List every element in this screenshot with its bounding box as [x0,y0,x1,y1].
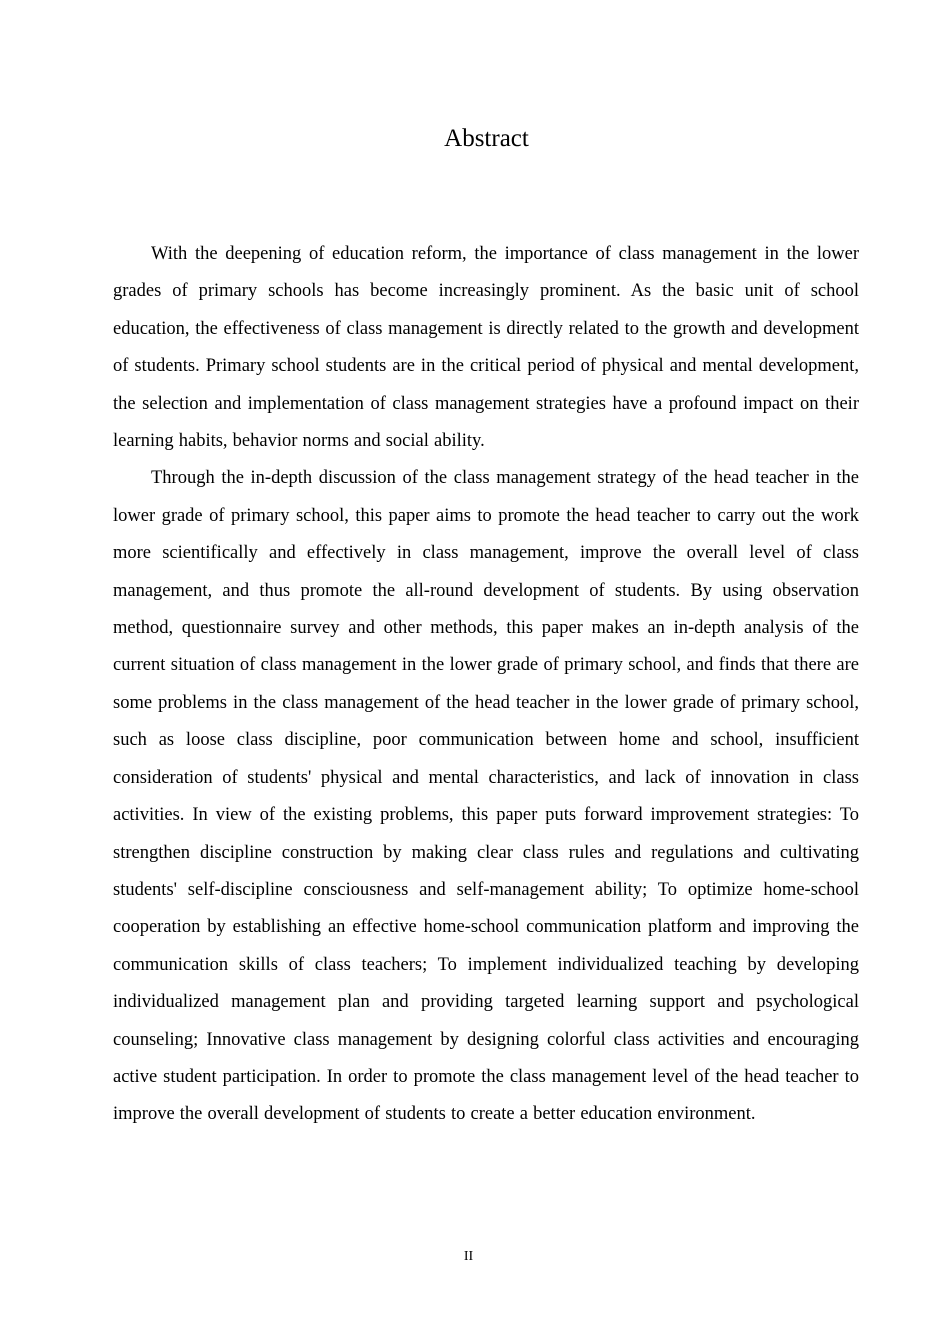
abstract-body [113,236,859,1134]
abstract-paragraph-2: Through the in-depth discussion of the class management strategy of the head teacher in the lower grade of primary school, this paper aims to promote the head teacher to carry out the work more scientifically and effectively in class management, improve the overall level of class management, and thus promote the all-round development of students. By using observation method, questionnaire survey and other methods, this paper makes an in-depth analysis of the current situation of class management in the lower grade of primary school, and finds that there are some problems in the class management of the head teacher in the lower grade of primary school, such as loose class discipline, poor communication between home and school, insufficient consideration of students' physical and mental characteristics, and lack of innovation in class activities. In view of the existing problems, this paper puts forward improvement strategies: To strengthen discipline construction by making clear class rules and regulations and cultivating students' self-discipline consciousness and self-management ability; To optimize home-school cooperation by establishing an effective home-school communication platform and improving the communication skills of class teachers; To implement individualized teaching by developing individualized management plan and providing targeted learning support and psychological counseling; Innovative class management by designing colorful class activities and encouraging active student participation. In order to promote the class management level of the head teacher to improve the overall development of students to create a better education environment. [113,468,859,1125]
abstract-paragraph-1: With the deepening of education reform, the importance of class management in the lower grades of primary schools has become increasingly prominent. As the basic unit of school education, the effectiveness of class management is directly related to the growth and development of students. Primary school students are in the critical period of physical and mental development, the selection and implementation of class management strategies have a profound impact on their learning habits, behavior norms and social ability. [113,244,859,452]
page-title: Abstract [444,125,529,152]
page-number: II [463,1249,474,1264]
